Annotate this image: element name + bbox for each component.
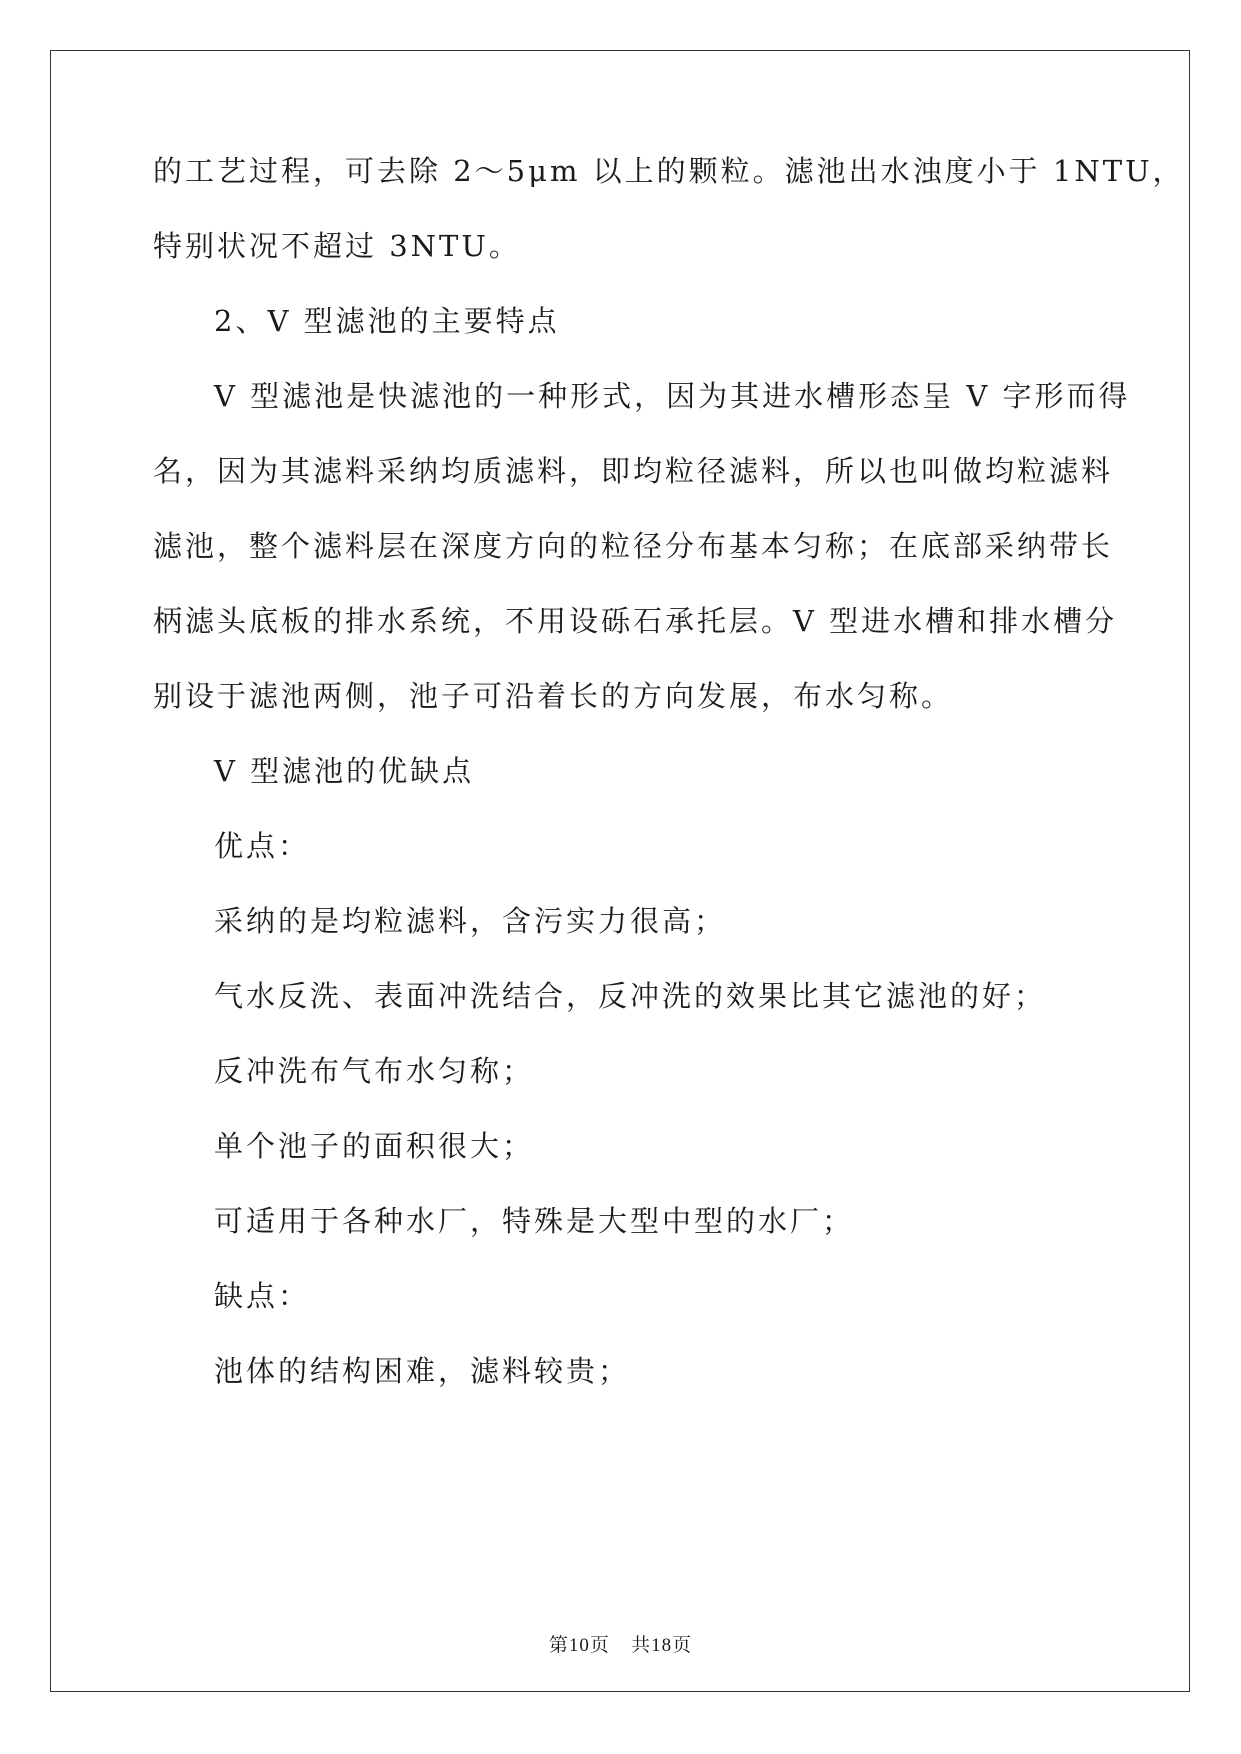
list-item: 池体的结构困难，滤料较贵； [214, 1354, 631, 1388]
paragraph-line: 特别状况不超过 3NTU。 [153, 229, 521, 263]
page-number: 10 [568, 1635, 590, 1656]
paragraph-line: 滤池，整个滤料层在深度方向的粒径分布基本匀称；在底部采纳带长 [153, 529, 1114, 563]
page-prefix: 第 [548, 1634, 569, 1656]
page-footer [0, 1633, 1241, 1658]
list-item: 可适用于各种水厂，特殊是大型中型的水厂； [214, 1204, 855, 1238]
list-item: 单个池子的面积很大； [214, 1129, 535, 1163]
total-pages: 18 [651, 1635, 673, 1656]
list-item: 气水反洗、表面冲洗结合，反冲洗的效果比其它滤池的好； [214, 979, 1047, 1013]
total-suffix: 页 [672, 1634, 693, 1656]
advantages-label: 优点： [214, 829, 311, 863]
page-suffix: 页 [589, 1634, 610, 1656]
list-item: 反冲洗布气布水匀称； [214, 1054, 535, 1088]
subsection-heading: V 型滤池的优缺点 [214, 754, 475, 788]
total-prefix: 共 [631, 1634, 652, 1656]
paragraph-line: 的工艺过程，可去除 2～5μm 以上的颗粒。滤池出水浊度小于 1NTU， [153, 154, 1185, 188]
list-item: 采纳的是均粒滤料，含污实力很高； [214, 904, 727, 938]
paragraph-line: 柄滤头底板的排水系统，不用设砾石承托层。V 型进水槽和排水槽分 [153, 604, 1118, 638]
page-border [50, 50, 1190, 1692]
disadvantages-label: 缺点： [214, 1279, 311, 1313]
paragraph-line: 别设于滤池两侧，池子可沿着长的方向发展，布水匀称。 [153, 679, 954, 713]
paragraph-line: 名，因为其滤料采纳均质滤料，即均粒径滤料，所以也叫做均粒滤料 [153, 454, 1114, 488]
section-heading: 2、V 型滤池的主要特点 [214, 304, 560, 338]
paragraph-line: V 型滤池是快滤池的一种形式，因为其进水槽形态呈 V 字形而得 [214, 379, 1131, 413]
